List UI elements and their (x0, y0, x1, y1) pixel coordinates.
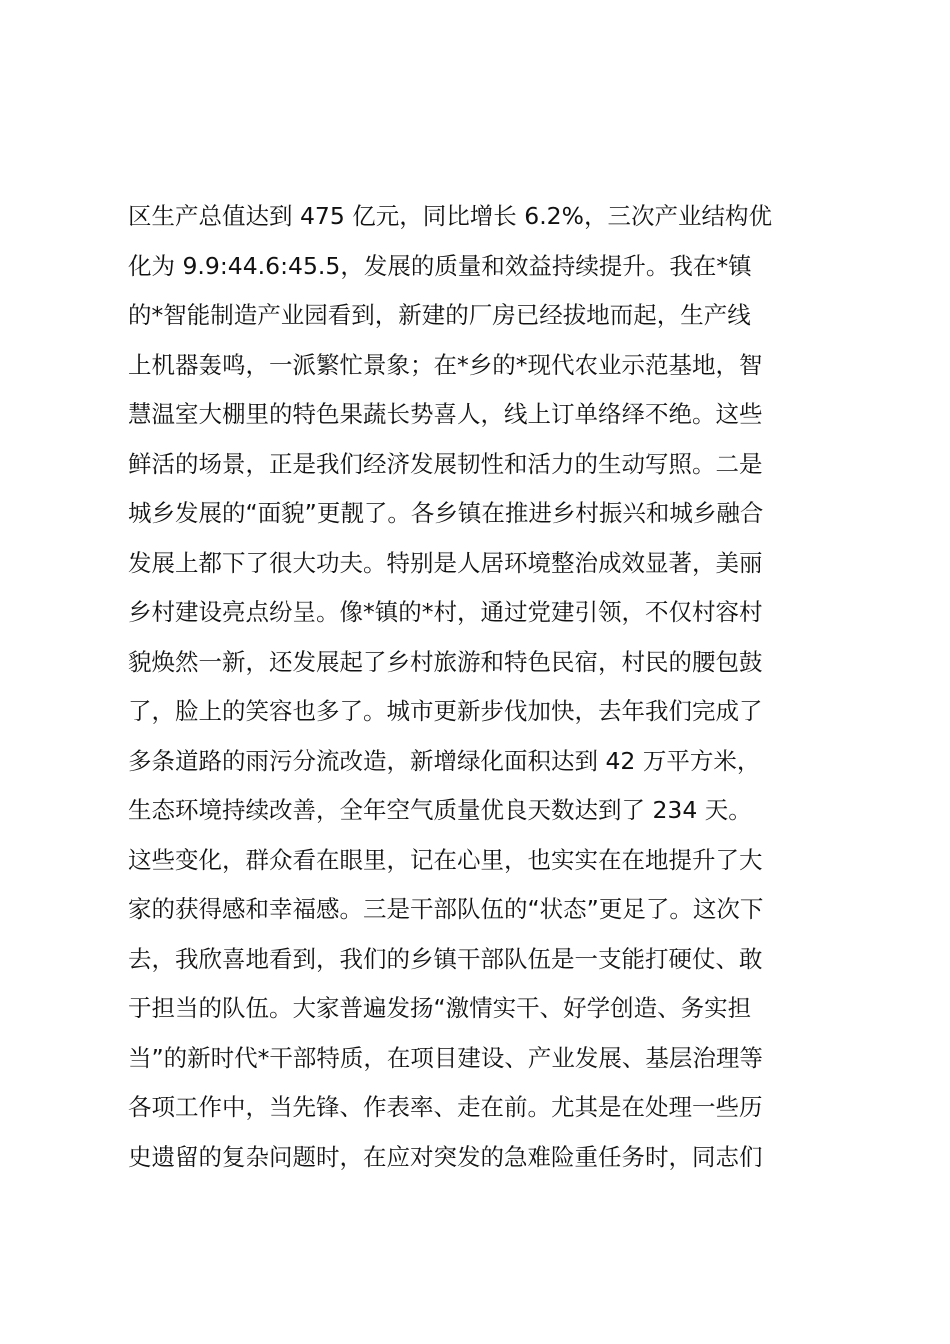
text-line-3: 的*智能制造产业园看到，新建的厂房已经拔地而起，生产线 (128, 301, 751, 329)
text-line-5: 慧温室大棚里的特色果蔬长势喜人，线上订单络绎不绝。这些 (128, 400, 763, 428)
text-line-1: 区生产总值达到 475 亿元，同比增长 6.2%，三次产业结构优 (128, 202, 772, 230)
text-line-7: 城乡发展的“面貌”更靓了。各乡镇在推进乡村振兴和城乡融合 (128, 499, 764, 527)
text-line-15: 家的获得感和幸福感。三是干部队伍的“状态”更足了。这次下 (128, 895, 764, 923)
text-line-9: 乡村建设亮点纷呈。像*镇的*村，通过党建引领，不仅村容村 (128, 598, 763, 626)
text-line-12: 多条道路的雨污分流改造，新增绿化面积达到 42 万平方米， (128, 746, 761, 775)
text-line-20: 史遗留的复杂问题时，在应对突发的急难险重任务时，同志们 (128, 1142, 763, 1171)
body-text (128, 192, 828, 1182)
text-line-16: 去，我欣喜地看到，我们的乡镇干部队伍是一支能打硬仗、敢 (128, 944, 763, 973)
text-line-18: 当”的新时代*干部特质，在项目建设、产业发展、基层治理等 (128, 1043, 763, 1072)
text-line-13: 生态环境持续改善，全年空气质量优良天数达到了 234 天。 (128, 796, 752, 824)
text-line-4: 上机器轰鸣，一派繁忙景象；在*乡的*现代农业示范基地，智 (128, 350, 763, 379)
text-line-8: 发展上都下了很大功夫。特别是人居环境整治成效显著，美丽 (128, 548, 763, 577)
text-line-2: 化为 9.9:44.6:45.5，发展的质量和效益持续提升。我在*镇 (128, 251, 752, 280)
text-line-19: 各项工作中，当先锋、作表率、走在前。尤其是在处理一些历 (128, 1093, 763, 1121)
text-line-14: 这些变化，群众看在眼里，记在心里，也实实在在地提升了大 (128, 845, 763, 874)
text-line-10: 貌焕然一新，还发展起了乡村旅游和特色民宿，村民的腰包鼓 (128, 647, 763, 676)
text-line-11: 了，脸上的笑容也多了。城市更新步伐加快，去年我们完成了 (128, 697, 763, 725)
text-line-6: 鲜活的场景，正是我们经济发展韧性和活力的生动写照。二是 (128, 449, 763, 478)
text-line-17: 于担当的队伍。大家普遍发扬“激情实干、好学创造、务实担 (128, 994, 752, 1022)
